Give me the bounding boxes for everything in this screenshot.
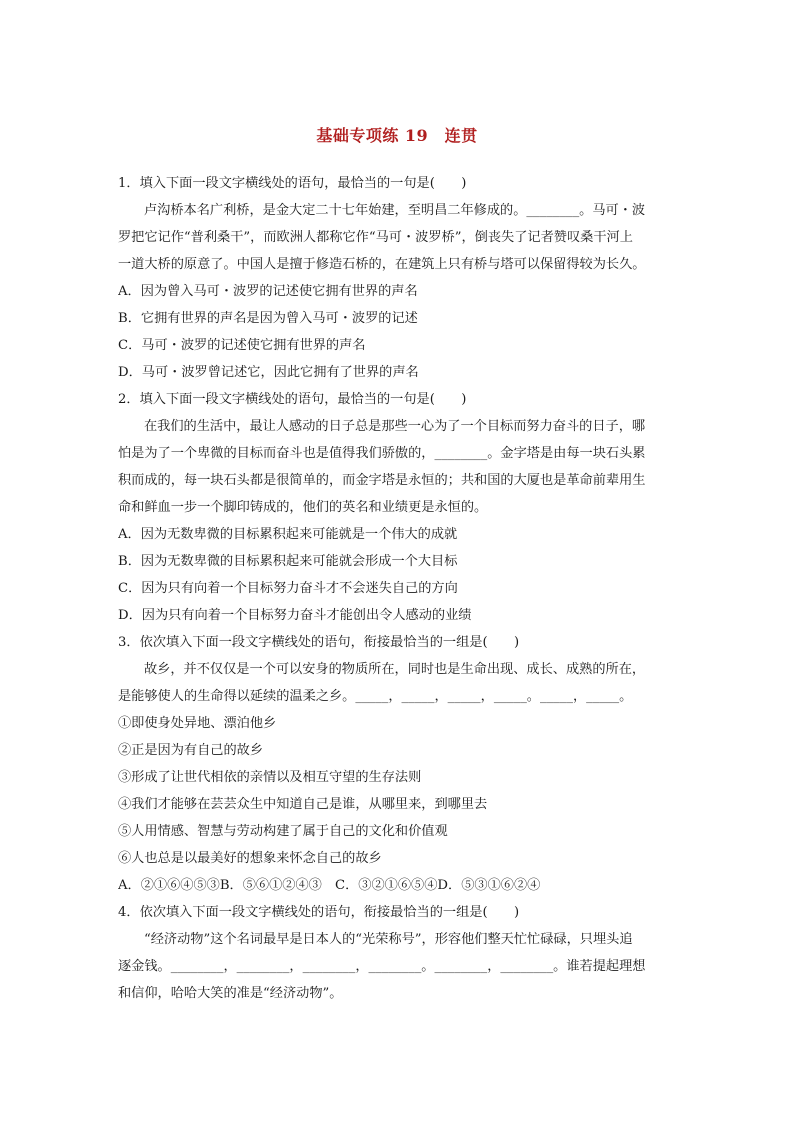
- option-c: C．马可・波罗的记述使它拥有世界的声名: [118, 338, 366, 353]
- question-list: [118, 170, 676, 1007]
- question-3: [118, 629, 676, 899]
- passage-line: 逐金钱。________，________，________，________。________，________。谁若提起理想: [118, 959, 646, 974]
- options-line: A．②①⑥④⑤③B．⑤⑥①②④③ C．③②①⑥⑤④D．⑤③①⑥②④: [118, 878, 541, 893]
- sentence-item-2: ②正是因为有自己的故乡: [118, 743, 264, 758]
- option-d: D．马可・波罗曾记述它，因此它拥有了世界的声名: [118, 365, 419, 380]
- passage-line: 积而成的，每一块石头都是很简单的，而金字塔是永恒的；共和国的大厦也是革命前辈用生: [118, 473, 646, 488]
- option-b: B．它拥有世界的声名是因为曾入马可・波罗的记述: [118, 311, 418, 326]
- passage-line: 和信仰，哈哈大笑的准是“经济动物”。: [118, 986, 343, 1001]
- question-4: [118, 899, 676, 1007]
- option-c: C．因为只有向着一个目标努力奋斗才不会迷失自己的方向: [118, 581, 458, 596]
- passage-line: 在我们的生活中，最让人感动的日子总是那些一心为了一个目标而努力奋斗的日子，哪: [144, 419, 646, 434]
- question-stem: 4．依次填入下面一段文字横线处的语句，衔接最恰当的一组是( ): [118, 905, 520, 920]
- option-a: A．因为无数卑微的目标累积起来可能就是一个伟大的成就: [118, 527, 458, 542]
- sentence-item-5: ⑤人用情感、智慧与劳动构建了属于自己的文化和价值观: [118, 824, 448, 839]
- option-d: D．因为只有向着一个目标努力奋斗才能创出令人感动的业绩: [118, 608, 472, 623]
- passage-line: 故乡，并不仅仅是一个可以安身的物质所在，同时也是生命出现、成长、成熟的所在，: [144, 662, 646, 677]
- question-2: [118, 386, 676, 629]
- passage-line: 命和鲜血一步一个脚印铸成的，他们的英名和业绩更是永恒的。: [118, 500, 488, 515]
- page-title: 基础专项练 19 连贯: [316, 126, 478, 145]
- option-b: B．因为无数卑微的目标累积起来可能就会形成一个大目标: [118, 554, 458, 569]
- passage-line: 一道大桥的原意了。中国人是擅于修造石桥的，在建筑上只有桥与塔可以保留得较为长久。: [118, 257, 646, 272]
- passage-line: 罗把它记作“普利桑干”，而欧洲人都称它作“马可・波罗桥”，倒丧失了记者赞叹桑干河上: [118, 230, 633, 245]
- passage-line: “经济动物”这个名词最早是日本人的“光荣称号”，形容他们整天忙忙碌碌，只埋头追: [144, 932, 633, 947]
- sentence-item-6: ⑥人也总是以最美好的想象来怀念自己的故乡: [118, 851, 382, 866]
- sentence-item-1: ①即使身处异地、漂泊他乡: [118, 716, 277, 731]
- question-stem: 3．依次填入下面一段文字横线处的语句，衔接最恰当的一组是( ): [118, 635, 520, 650]
- passage-line: 是能够使人的生命得以延续的温柔之乡。_____，_____，_____，_____。_____，_____。: [118, 689, 633, 704]
- question-1: [118, 170, 676, 386]
- question-stem: 1．填入下面一段文字横线处的语句，最恰当的一句是( ): [118, 176, 467, 191]
- sentence-item-3: ③形成了让世代相依的亲情以及相互守望的生存法则: [118, 770, 422, 785]
- passage-line: 卢沟桥本名广利桥，是金大定二十七年始建，至明昌二年修成的。________。马可・波: [144, 203, 646, 218]
- option-a: A．因为曾入马可・波罗的记述使它拥有世界的声名: [118, 284, 418, 299]
- passage-line: 怕是为了一个卑微的目标而奋斗也是值得我们骄傲的，________。金字塔是由每一块石头累: [118, 446, 646, 461]
- sentence-item-4: ④我们才能够在芸芸众生中知道自己是谁，从哪里来，到哪里去: [118, 797, 488, 812]
- question-stem: 2．填入下面一段文字横线处的语句，最恰当的一句是( ): [118, 392, 467, 407]
